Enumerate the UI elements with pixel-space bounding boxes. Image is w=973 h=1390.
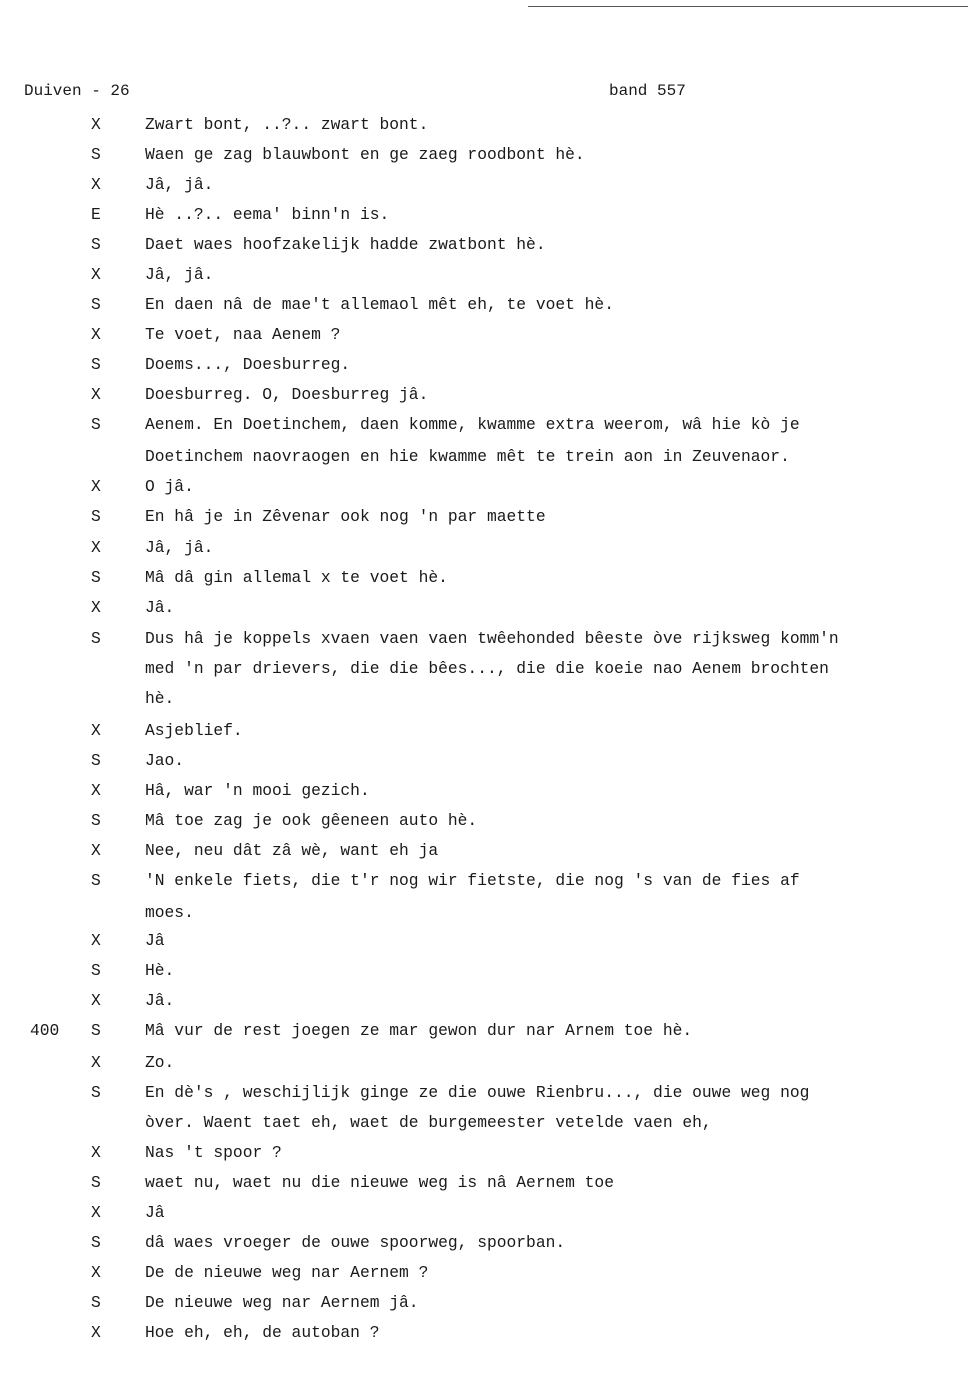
top-rule (528, 6, 968, 7)
utterance-text: En dè's , weschijlijk ginge ze die ouwe Rienbru..., die ouwe weg nog (145, 1083, 810, 1102)
speaker-label: S (91, 961, 101, 980)
speaker-label: S (91, 507, 101, 526)
speaker-label: S (91, 355, 101, 374)
utterance-text: Mâ vur de rest joegen ze mar gewon dur nar Arnem toe hè. (145, 1021, 693, 1040)
utterance-text: Jâ, jâ. (145, 175, 214, 194)
transcript-line (0, 204, 960, 226)
speaker-label: S (91, 235, 101, 254)
transcript-line (0, 354, 960, 376)
transcript-line (0, 567, 960, 589)
utterance-text: Jâ. (145, 598, 175, 617)
transcript-line (0, 324, 960, 346)
speaker-label: X (91, 115, 101, 134)
transcript-line (0, 960, 960, 982)
speaker-label: X (91, 385, 101, 404)
speaker-label: S (91, 1021, 101, 1040)
utterance-text: De nieuwe weg nar Aernem jâ. (145, 1293, 419, 1312)
utterance-text: moes. (145, 903, 194, 922)
utterance-text: Asjeblief. (145, 721, 243, 740)
utterance-text: Jâ (145, 1203, 165, 1222)
speaker-label: S (91, 1083, 101, 1102)
speaker-label: S (91, 1173, 101, 1192)
speaker-label: X (91, 598, 101, 617)
page-title: Duiven - 26 (24, 82, 130, 100)
transcript-line (0, 840, 960, 862)
utterance-text: Mâ dâ gin allemal x te voet hè. (145, 568, 448, 587)
transcript-line (0, 234, 960, 256)
transcript-line (0, 990, 960, 1012)
transcript-line (0, 720, 960, 742)
utterance-text: Mâ toe zag je ook gêeneen auto hè. (145, 811, 478, 830)
transcript-line (0, 1082, 960, 1104)
transcript-line (0, 1202, 960, 1224)
utterance-text: Jao. (145, 751, 185, 770)
transcript-line (0, 144, 960, 166)
utterance-text: En hâ je in Zêvenar ook nog 'n par maette (145, 507, 546, 526)
page-header (24, 82, 704, 106)
speaker-label: X (91, 721, 101, 740)
speaker-label: S (91, 811, 101, 830)
transcript-line (0, 1232, 960, 1254)
utterance-text: Waen ge zag blauwbont en ge zaeg roodbont hè. (145, 145, 585, 164)
utterance-text: waet nu, waet nu die nieuwe weg is nâ Aernem toe (145, 1173, 614, 1192)
transcript-line (0, 1292, 960, 1314)
transcript-line (0, 174, 960, 196)
utterance-text: Hè ..?.. eema' binn'n is. (145, 205, 390, 224)
speaker-label: S (91, 1293, 101, 1312)
transcript-line (0, 1142, 960, 1164)
speaker-label: X (91, 781, 101, 800)
utterance-text: Doetinchem naovraogen en hie kwamme mêt te trein aon in Zeuvenaor. (145, 447, 790, 466)
transcript-line (0, 294, 960, 316)
speaker-label: X (91, 841, 101, 860)
utterance-text: med 'n par drievers, die die bêes..., die die koeie nao Aenem brochten (145, 659, 829, 678)
utterance-text: Hoe eh, eh, de autoban ? (145, 1323, 380, 1342)
utterance-text: Aenem. En Doetinchem, daen komme, kwamme extra weerom, wâ hie kò je (145, 415, 800, 434)
utterance-text: Nas 't spoor ? (145, 1143, 282, 1162)
utterance-text: Zo. (145, 1053, 175, 1072)
speaker-label: S (91, 871, 101, 890)
transcript-line (0, 780, 960, 802)
speaker-label: X (91, 325, 101, 344)
utterance-text: dâ waes vroeger de ouwe spoorweg, spoorban. (145, 1233, 566, 1252)
transcript-line (0, 597, 960, 619)
transcript-line (0, 870, 960, 892)
utterance-text: Dus hâ je koppels xvaen vaen vaen twêehonded bêeste òve rijksweg komm'n (145, 629, 839, 648)
transcript-line (0, 810, 960, 832)
transcript-line (0, 1112, 960, 1134)
speaker-label: S (91, 751, 101, 770)
utterance-text: Te voet, naa Aenem ? (145, 325, 341, 344)
transcript-line (0, 1172, 960, 1194)
transcript-line (0, 1322, 960, 1344)
speaker-label: X (91, 538, 101, 557)
utterance-text: Jâ. (145, 991, 175, 1010)
utterance-text: Hâ, war 'n mooi gezich. (145, 781, 370, 800)
utterance-text: Hè. (145, 961, 175, 980)
speaker-label: X (91, 1053, 101, 1072)
transcript-line (0, 537, 960, 559)
transcript-line (0, 114, 960, 136)
transcript-line (0, 750, 960, 772)
transcript-line (0, 1262, 960, 1284)
transcript-line (0, 688, 960, 710)
utterance-text: Jâ, jâ. (145, 265, 214, 284)
utterance-text: 'N enkele fiets, die t'r nog wir fietste, die nog 's van de fies af (145, 871, 800, 890)
utterance-text: hè. (145, 689, 175, 708)
transcript-line (0, 414, 960, 436)
transcript-line (0, 1020, 960, 1042)
speaker-label: X (91, 175, 101, 194)
utterance-text: Jâ, jâ. (145, 538, 214, 557)
transcript-line (0, 264, 960, 286)
transcript-line (0, 1052, 960, 1074)
utterance-text: En daen nâ de mae't allemaol mêt eh, te voet hè. (145, 295, 614, 314)
utterance-text: Daet waes hoofzakelijk hadde zwatbont hè. (145, 235, 546, 254)
speaker-label: S (91, 145, 101, 164)
utterance-text: òver. Waent taet eh, waet de burgemeester vetelde vaen eh, (145, 1113, 712, 1132)
transcript-line (0, 902, 960, 924)
speaker-label: S (91, 295, 101, 314)
utterance-text: Zwart bont, ..?.. zwart bont. (145, 115, 429, 134)
speaker-label: S (91, 415, 101, 434)
utterance-text: De de nieuwe weg nar Aernem ? (145, 1263, 429, 1282)
transcript-line (0, 658, 960, 680)
speaker-label: X (91, 265, 101, 284)
utterance-text: O jâ. (145, 477, 194, 496)
speaker-label: S (91, 1233, 101, 1252)
transcript-line (0, 628, 960, 650)
transcript-line (0, 476, 960, 498)
speaker-label: X (91, 1143, 101, 1162)
line-number: 400 (30, 1021, 60, 1040)
transcript-line (0, 506, 960, 528)
speaker-label: X (91, 1323, 101, 1342)
speaker-label: S (91, 629, 101, 648)
transcript-line (0, 384, 960, 406)
speaker-label: X (91, 931, 101, 950)
band-number: band 557 (609, 82, 686, 100)
transcript-line (0, 930, 960, 952)
speaker-label: X (91, 1263, 101, 1282)
speaker-label: E (91, 205, 101, 224)
speaker-label: S (91, 568, 101, 587)
transcript-line (0, 446, 960, 468)
speaker-label: X (91, 991, 101, 1010)
speaker-label: X (91, 477, 101, 496)
utterance-text: Doems..., Doesburreg. (145, 355, 351, 374)
speaker-label: X (91, 1203, 101, 1222)
utterance-text: Doesburreg. O, Doesburreg jâ. (145, 385, 429, 404)
utterance-text: Jâ (145, 931, 165, 950)
utterance-text: Nee, neu dât zâ wè, want eh ja (145, 841, 439, 860)
